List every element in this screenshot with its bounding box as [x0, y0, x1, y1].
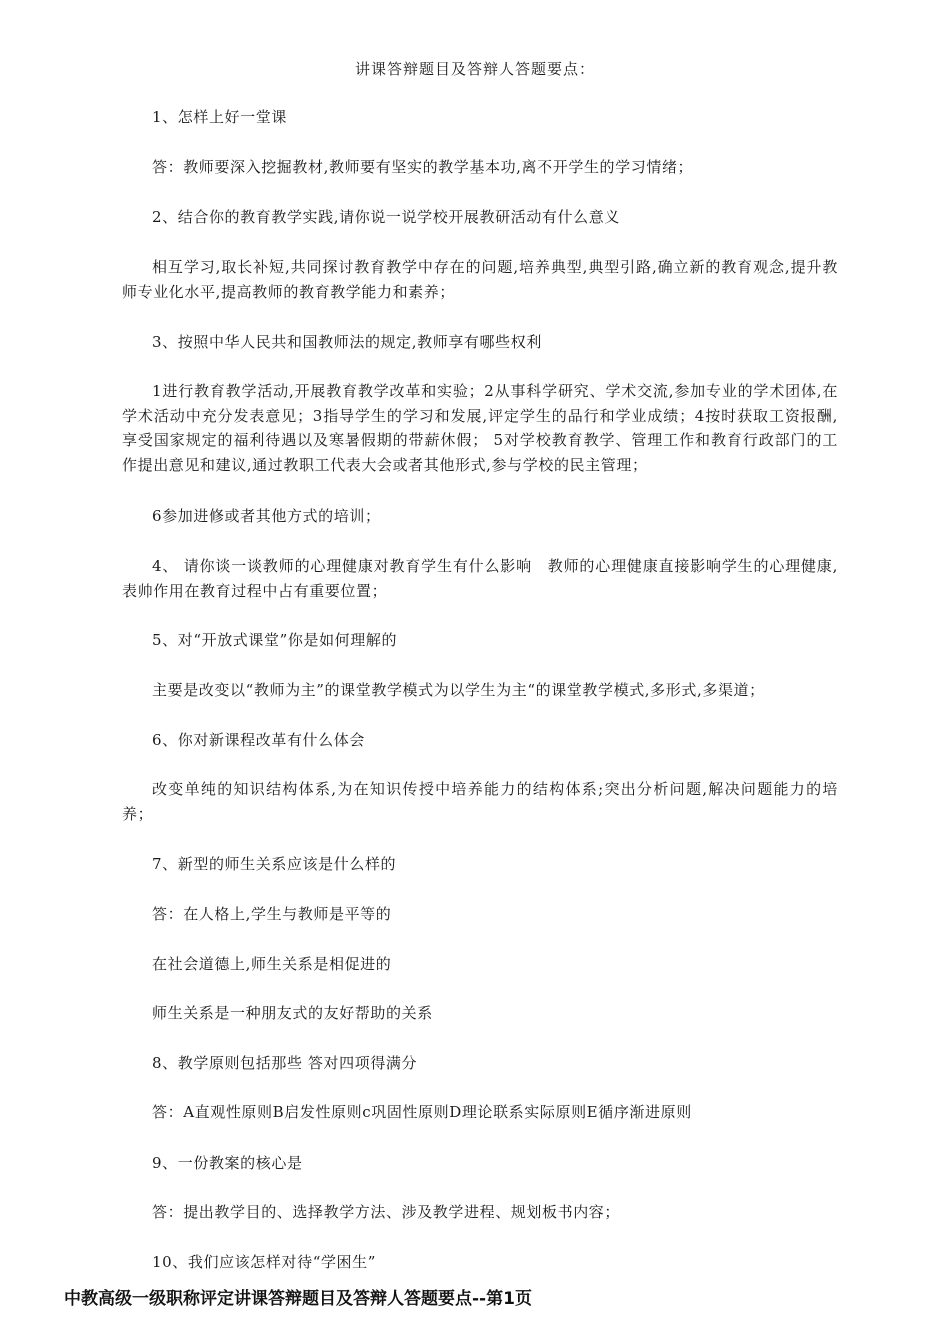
- answer-3: 1进行教育教学活动,开展教育教学改革和实验；2从事科学研究、学术交流,参加专业的学术团体,在学术活动中充分发表意见；3指导学生的学习和发展,评定学生的品行和学业成绩；4按时获取工资报酬,享受国家规定的福利待遇以及寒暑假期的带薪休假； 5对学校教育教学、管理工作和教育行政部门的工作提出意见和建议,通过教职工代表大会或者其他形式,参与学校的民主管理；: [122, 382, 838, 474]
- answer-7-line-3: 师生关系是一种朋友式的友好帮助的关系: [152, 1004, 433, 1022]
- answer-2: 相互学习,取长补短,共同探讨教育教学中存在的问题,培养典型,典型引路,确立新的教育观念,提升教师专业化水平,提高教师的教育教学能力和素养；: [122, 258, 838, 301]
- page-footer: 中教高级一级职称评定讲课答辩题目及答辩人答题要点--第1页: [64, 1289, 532, 1309]
- question-7: 7、新型的师生关系应该是什么样的: [152, 855, 397, 873]
- answer-3-item-6: 6参加进修或者其他方式的培训；: [152, 507, 381, 525]
- question-8: 8、教学原则包括那些 答对四项得满分: [152, 1054, 418, 1072]
- answer-5: 主要是改变以“教师为主”的课堂教学模式为以学生为主“的课堂教学模式,多形式,多渠道；: [152, 681, 765, 699]
- question-6: 6、你对新课程改革有什么体会: [152, 731, 365, 749]
- question-5: 5、对“开放式课堂”你是如何理解的: [152, 631, 398, 649]
- document-title: 讲课答辩题目及答辩人答题要点：: [354, 60, 595, 78]
- question-9: 9、一份教案的核心是: [152, 1154, 303, 1172]
- answer-1: 答：教师要深入挖掘教材,教师要有坚实的教学基本功,离不开学生的学习情绪；: [152, 158, 694, 176]
- question-1: 1、怎样上好一堂课: [152, 108, 287, 126]
- answer-8: 答：A直观性原则B启发性原则c巩固性原则D理论联系实际原则E循序渐进原则: [152, 1103, 692, 1121]
- answer-6: 改变单纯的知识结构体系,为在知识传授中培养能力的结构体系;突出分析问题,解决问题能力的培养；: [122, 780, 838, 823]
- question-2: 2、结合你的教育教学实践,请你说一说学校开展教研活动有什么意义: [152, 208, 620, 226]
- answer-9: 答：提出教学目的、选择教学方法、涉及教学进程、规划板书内容；: [152, 1203, 621, 1221]
- question-3: 3、按照中华人民共和国教师法的规定,教师享有哪些权利: [152, 333, 542, 351]
- question-10: 10、我们应该怎样对待“学困生”: [152, 1253, 377, 1271]
- answer-7-line-1: 答：在人格上,学生与教师是平等的: [152, 905, 392, 923]
- answer-7-line-2: 在社会道德上,师生关系是相促进的: [152, 955, 392, 973]
- question-4: 4、 请你谈一谈教师的心理健康对教育学生有什么影响 教师的心理健康直接影响学生的心理健康,表帅作用在教育过程中占有重要位置；: [122, 557, 838, 600]
